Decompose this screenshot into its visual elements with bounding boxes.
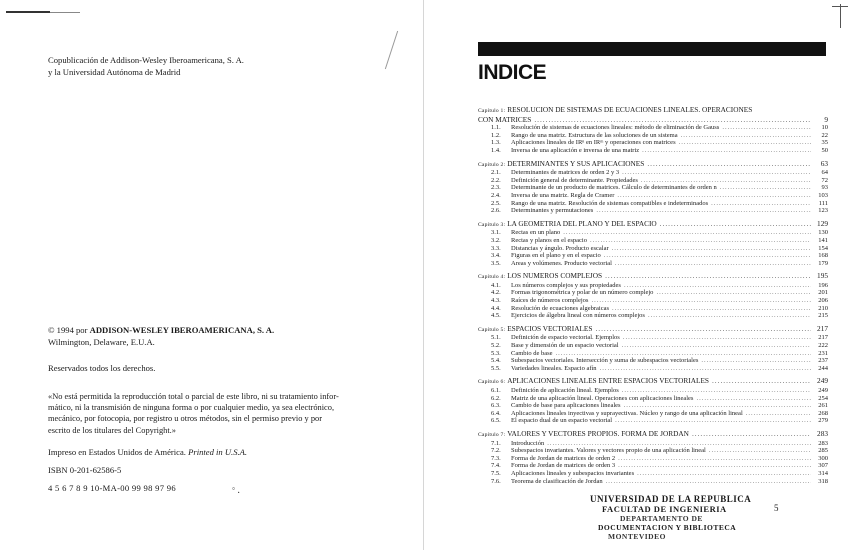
chapter-title: VALORES Y VECTORES PROPIOS. FORMA DE JORDAN — [507, 428, 689, 438]
section-number: 3.2. — [491, 236, 501, 244]
section-title: Cambio de base — [511, 349, 553, 357]
leader-dots — [622, 387, 811, 395]
toc-entry — [478, 147, 828, 155]
crop-mark — [840, 4, 841, 28]
leader-dots — [720, 184, 811, 192]
section-page: 261 — [818, 402, 828, 410]
leader-dots — [679, 139, 811, 147]
section-page: 154 — [818, 244, 828, 252]
section-page: 179 — [818, 259, 828, 267]
print-line: 4 5 6 7 8 9 10-MA-00 99 98 97 96 — [48, 483, 176, 493]
section-title: Rango de una matriz. Resolución de sistemas compatibles e indeterminados — [511, 199, 709, 207]
toc-entry — [478, 200, 828, 208]
chapter-heading — [478, 272, 828, 282]
section-number: 2.1. — [491, 169, 501, 177]
toc-entry — [478, 260, 828, 268]
copyright-notice — [48, 325, 274, 348]
section-page: 283 — [818, 439, 828, 447]
warning-line: «No está permitida la reproducción total o parcial de este libro, ni su tratamiento infor- — [48, 392, 339, 401]
printed-in — [48, 447, 247, 457]
section-number: 6.3. — [491, 402, 501, 410]
section-page: 254 — [818, 394, 828, 402]
section-page: 35 — [821, 139, 828, 147]
section-page: 22 — [821, 131, 828, 139]
section-number: 4.4. — [491, 304, 501, 312]
toc-entry — [478, 282, 828, 290]
chapter-page: 9 — [824, 114, 828, 124]
library-stamp — [590, 494, 770, 541]
leader-dots — [534, 116, 811, 125]
printed-in-english: Printed in U.S.A. — [188, 447, 248, 457]
warning-line: mecánico, por fotocopia, por registro u otros métodos, sin el permiso previo y por — [48, 414, 322, 424]
section-page: 231 — [818, 349, 828, 357]
chapter-page: 63 — [820, 158, 828, 168]
section-number: 5.4. — [491, 357, 501, 365]
section-number: 7.6. — [491, 477, 501, 485]
section-number: 2.4. — [491, 191, 501, 199]
section-page: 93 — [821, 184, 828, 192]
section-page: 222 — [818, 342, 828, 350]
leader-dots — [605, 272, 811, 281]
section-page: 268 — [818, 409, 828, 417]
chapter-label: Capítulo 5: — [478, 326, 506, 333]
section-page: 201 — [818, 289, 828, 297]
section-title: Definición general de determinante. Propiedades — [511, 176, 638, 184]
leader-dots — [681, 132, 811, 140]
leader-dots — [709, 447, 811, 455]
section-title: Resolución de sistemas de ecuaciones lineales: método de eliminación de Gauss — [511, 124, 720, 132]
chapter-label: Capítulo 4: — [478, 274, 506, 281]
toc-entry — [478, 387, 828, 395]
section-number: 5.5. — [491, 364, 501, 372]
leader-dots — [624, 282, 811, 290]
leader-dots — [648, 312, 811, 320]
toc-entry — [478, 229, 828, 237]
crop-mark — [385, 31, 398, 69]
section-number: 4.5. — [491, 312, 501, 320]
section-number: 3.3. — [491, 244, 501, 252]
leader-dots — [711, 200, 811, 208]
section-title: Rectas y planos en el espacio — [511, 236, 587, 244]
section-title: Forma de Jordan de matrices de orden 3 — [511, 462, 616, 470]
leader-dots — [641, 177, 811, 185]
leader-dots — [596, 207, 811, 215]
section-title: Areas y volúmenes. Producto vectorial — [511, 259, 612, 267]
section-title: Aplicaciones lineales de IRⁿ en IRᵐ y operaciones con matrices — [511, 139, 676, 147]
section-page: 168 — [818, 252, 828, 260]
leader-dots — [624, 402, 811, 410]
section-page: 249 — [818, 387, 828, 394]
leader-dots — [656, 289, 811, 297]
toc-entry — [478, 365, 828, 373]
toc-entry — [478, 334, 828, 342]
copublication-notice — [48, 55, 244, 78]
section-number: 2.3. — [491, 184, 501, 192]
leader-dots — [692, 430, 811, 439]
ink-speck: ﾟ· — [232, 488, 241, 499]
section-title: Figuras en el plano y en el espacio — [511, 252, 601, 260]
leader-dots — [622, 342, 811, 350]
section-number: 4.1. — [491, 281, 501, 289]
section-title: Raíces de números complejos — [511, 297, 589, 305]
toc-entry — [478, 169, 828, 177]
chapter-page: 129 — [817, 218, 828, 228]
section-title: Cambio de base para aplicaciones lineales — [511, 402, 621, 410]
section-title: Determinantes de matrices de orden 2 y 3 — [511, 169, 620, 177]
copublication-line: y la Universidad Autónoma de Madrid — [48, 66, 181, 77]
chapter-heading-continued — [478, 116, 828, 125]
section-number: 2.6. — [491, 207, 501, 215]
section-page: 206 — [818, 297, 828, 305]
chapter-heading — [478, 430, 828, 440]
toc-chapter — [478, 377, 828, 425]
toc-entry — [478, 455, 828, 463]
section-page: 64 — [821, 169, 828, 177]
title-bar — [478, 42, 826, 56]
publisher-location: Wilmington, Delaware, E.U.A. — [48, 336, 155, 347]
section-page: 130 — [818, 229, 828, 237]
leader-dots — [623, 334, 811, 342]
section-page: 318 — [818, 477, 828, 485]
section-page: 314 — [818, 469, 828, 477]
section-page: 307 — [818, 462, 828, 470]
table-of-contents — [478, 106, 828, 490]
section-number: 6.2. — [491, 394, 501, 402]
chapter-heading — [478, 220, 828, 230]
section-number: 5.3. — [491, 349, 501, 357]
toc-entry — [478, 417, 828, 425]
section-number: 4.2. — [491, 289, 501, 297]
section-number: 5.1. — [491, 334, 501, 342]
section-page: 279 — [818, 417, 828, 425]
section-page: 72 — [821, 176, 828, 184]
section-title: Variedades lineales. Espacio afín — [511, 364, 597, 372]
chapter-page: 249 — [817, 376, 828, 386]
section-title: Forma de Jordan de matrices de orden 2 — [511, 454, 616, 462]
section-title: Los números complejos y sus propiedades — [511, 281, 621, 289]
section-number: 7.3. — [491, 454, 501, 462]
toc-entry — [478, 478, 828, 486]
scan-artifact — [6, 11, 50, 13]
toc-entry — [478, 312, 828, 320]
section-number: 2.2. — [491, 176, 501, 184]
printed-in-spanish: Impreso en Estados Unidos de América. — [48, 447, 189, 457]
section-page: 103 — [818, 191, 828, 199]
section-number: 6.1. — [491, 387, 501, 394]
section-page: 10 — [821, 124, 828, 132]
section-page: 111 — [818, 199, 828, 207]
toc-entry — [478, 350, 828, 358]
leader-dots — [595, 325, 811, 334]
stamp-line: DEPARTAMENTO DE — [620, 514, 703, 523]
section-title: El espacio dual de un espacio vectorial — [511, 417, 613, 425]
leader-dots — [722, 124, 811, 132]
section-number: 2.5. — [491, 199, 501, 207]
toc-entry — [478, 440, 828, 448]
section-title: Inversa de una aplicación e inversa de una matriz — [511, 146, 640, 154]
section-number: 7.1. — [491, 439, 501, 447]
section-title: Ejercicios de álgebra lineal con números complejos — [511, 312, 645, 320]
toc-chapter — [478, 272, 828, 320]
toc-entry — [478, 207, 828, 215]
leader-dots — [637, 470, 811, 478]
toc-entry — [478, 357, 828, 365]
chapter-page: 283 — [817, 428, 828, 438]
toc-entry — [478, 289, 828, 297]
isbn: ISBN 0-201-62586-5 — [48, 465, 122, 475]
section-page: 285 — [818, 447, 828, 455]
section-title: Definición de aplicación lineal. Ejemplos — [511, 387, 619, 394]
chapter-heading — [478, 325, 828, 335]
section-title: Formas trigonométrica y polar de un número complejo — [511, 289, 654, 297]
rights-reserved: Reservados todos los derechos. — [48, 363, 156, 373]
section-number: 1.4. — [491, 146, 501, 154]
chapter-title: DETERMINANTES Y SUS APLICACIONES — [507, 158, 645, 168]
toc-chapter — [478, 106, 828, 155]
leader-dots — [617, 192, 811, 200]
section-page: 196 — [818, 281, 828, 289]
section-page: 210 — [818, 304, 828, 312]
chapter-heading — [478, 377, 828, 387]
section-title: Subespacios invariantes. Valores y vectores propio de una aplicación lineal — [511, 447, 706, 455]
section-number: 7.4. — [491, 462, 501, 470]
section-number: 7.5. — [491, 469, 501, 477]
section-title: Introducción — [511, 439, 545, 447]
toc-entry — [478, 447, 828, 455]
leader-dots — [591, 297, 811, 305]
copyright-prefix: © 1994 por — [48, 325, 90, 335]
chapter-title-continued: CON MATRICES — [478, 114, 532, 124]
section-number: 1.2. — [491, 131, 501, 139]
section-number: 6.5. — [491, 417, 501, 425]
leader-dots — [696, 395, 811, 403]
toc-entry — [478, 402, 828, 410]
chapter-title: RESOLUCION DE SISTEMAS DE ECUACIONES LINEALES. OPERACIONES — [507, 105, 753, 114]
toc-entry — [478, 124, 828, 132]
leader-dots — [746, 410, 811, 418]
stamp-line: FACULTAD DE INGENIERIA — [602, 504, 727, 514]
chapter-label: Capítulo 1: — [478, 108, 506, 114]
chapter-heading — [478, 160, 828, 170]
leader-dots — [604, 252, 811, 260]
stamp-line: UNIVERSIDAD DE LA REPUBLICA — [590, 494, 752, 504]
leader-dots — [612, 305, 811, 313]
scan-artifact — [50, 12, 80, 13]
leader-dots — [642, 147, 811, 155]
section-page: 300 — [818, 454, 828, 462]
leader-dots — [547, 440, 811, 448]
leader-dots — [712, 377, 811, 386]
crop-mark — [832, 6, 848, 7]
leader-dots — [563, 229, 811, 237]
toc-entry — [478, 297, 828, 305]
section-title: Subespacios vectoriales. Intersección y suma de subespacios vectoriales — [511, 357, 699, 365]
leader-dots — [556, 350, 811, 358]
toc-entry — [478, 470, 828, 478]
section-title: Inversa de una matriz. Regla de Cramer — [511, 191, 615, 199]
leader-dots — [618, 455, 811, 463]
section-page: 123 — [818, 207, 828, 215]
section-page: 141 — [818, 236, 828, 244]
toc-chapter — [478, 430, 828, 485]
leader-dots — [660, 220, 811, 229]
page-title: INDICE — [478, 61, 547, 84]
leader-dots — [600, 365, 811, 373]
toc-entry — [478, 139, 828, 147]
leader-dots — [606, 478, 811, 486]
toc-entry — [478, 245, 828, 253]
section-page: 50 — [821, 146, 828, 154]
chapter-title: APLICACIONES LINEALES ENTRE ESPACIOS VECTORIALES — [507, 376, 709, 386]
leader-dots — [618, 462, 811, 470]
warning-line: mático, ni la transmisión de ninguna forma o por cualquier medio, ya sea electrónico, — [48, 403, 335, 413]
index-page — [424, 0, 848, 550]
chapter-label: Capítulo 6: — [478, 379, 506, 386]
section-number: 4.3. — [491, 297, 501, 305]
copublication-line: Copublicación de Addison-Wesley Iberoamericana, S. A. — [48, 55, 244, 65]
section-number: 3.1. — [491, 229, 501, 237]
chapter-label: Capítulo 7: — [478, 431, 506, 438]
chapter-label: Capítulo 2: — [478, 161, 506, 168]
toc-chapter — [478, 220, 828, 268]
toc-entry — [478, 192, 828, 200]
toc-entry — [478, 395, 828, 403]
chapter-title: LA GEOMETRIA DEL PLANO Y DEL ESPACIO — [507, 218, 657, 228]
leader-dots — [622, 169, 811, 177]
section-title: Base y dimensión de un espacio vectorial — [511, 342, 619, 350]
toc-chapter — [478, 325, 828, 373]
section-page: 217 — [818, 334, 828, 342]
section-number: 7.2. — [491, 447, 501, 455]
toc-entry — [478, 342, 828, 350]
stamp-line: DOCUMENTACION Y BIBLIOTECA — [598, 523, 737, 532]
reproduction-warning — [48, 391, 378, 436]
section-number: 1.1. — [491, 124, 501, 132]
toc-entry — [478, 184, 828, 192]
toc-entry — [478, 177, 828, 185]
toc-entry — [478, 252, 828, 260]
section-page: 244 — [818, 364, 828, 372]
section-title: Resolución de ecuaciones algebraicas — [511, 304, 609, 312]
section-title: Aplicaciones lineales inyectivas y suprayectivas. Núcleo y rango de una aplicación lineal — [511, 409, 743, 417]
section-page: 237 — [818, 357, 828, 365]
toc-entry — [478, 462, 828, 470]
section-title: Aplicaciones lineales y subespacios invariantes — [511, 469, 635, 477]
leader-dots — [615, 417, 811, 425]
section-title: Rectas en un plano — [511, 229, 561, 237]
toc-chapter — [478, 160, 828, 215]
section-number: 5.2. — [491, 342, 501, 350]
section-number: 3.5. — [491, 259, 501, 267]
chapter-title: ESPACIOS VECTORIALES — [507, 323, 593, 333]
section-title: Teorema de clasificación de Jordan — [511, 477, 603, 485]
section-number: 1.3. — [491, 139, 501, 147]
toc-entry — [478, 132, 828, 140]
warning-line: escrito de los titulares del Copyright.» — [48, 425, 176, 435]
chapter-page: 217 — [817, 323, 828, 333]
leader-dots — [615, 260, 811, 268]
leader-dots — [590, 237, 811, 245]
section-page: 215 — [818, 312, 828, 320]
section-title: Matriz de una aplicación lineal. Operaciones con aplicaciones lineales — [511, 394, 694, 402]
section-number: 6.4. — [491, 409, 501, 417]
section-title: Determinante de un producto de matrices. Cálculo de determinantes de orden n — [511, 184, 717, 192]
toc-entry — [478, 410, 828, 418]
stamp-line: MONTEVIDEO — [608, 532, 666, 541]
leader-dots — [647, 160, 811, 169]
page-number: 5 — [774, 503, 779, 513]
toc-entry — [478, 237, 828, 245]
section-title: Distancias y ángulo. Producto escalar — [511, 244, 609, 252]
toc-entry — [478, 305, 828, 313]
section-number: 3.4. — [491, 252, 501, 260]
chapter-title: LOS NUMEROS COMPLEJOS — [507, 271, 603, 281]
leader-dots — [612, 245, 811, 253]
section-title: Rango de una matriz. Estructura de las soluciones de un sistema — [511, 131, 678, 139]
section-title: Definición de espacio vectorial. Ejemplos — [511, 334, 620, 342]
leader-dots — [701, 357, 811, 365]
section-title: Determinantes y permutaciones — [511, 207, 594, 215]
chapter-label: Capítulo 3: — [478, 221, 506, 228]
publisher-name: ADDISON-WESLEY IBEROAMERICANA, S. A. — [89, 325, 275, 335]
chapter-page: 195 — [817, 271, 828, 281]
